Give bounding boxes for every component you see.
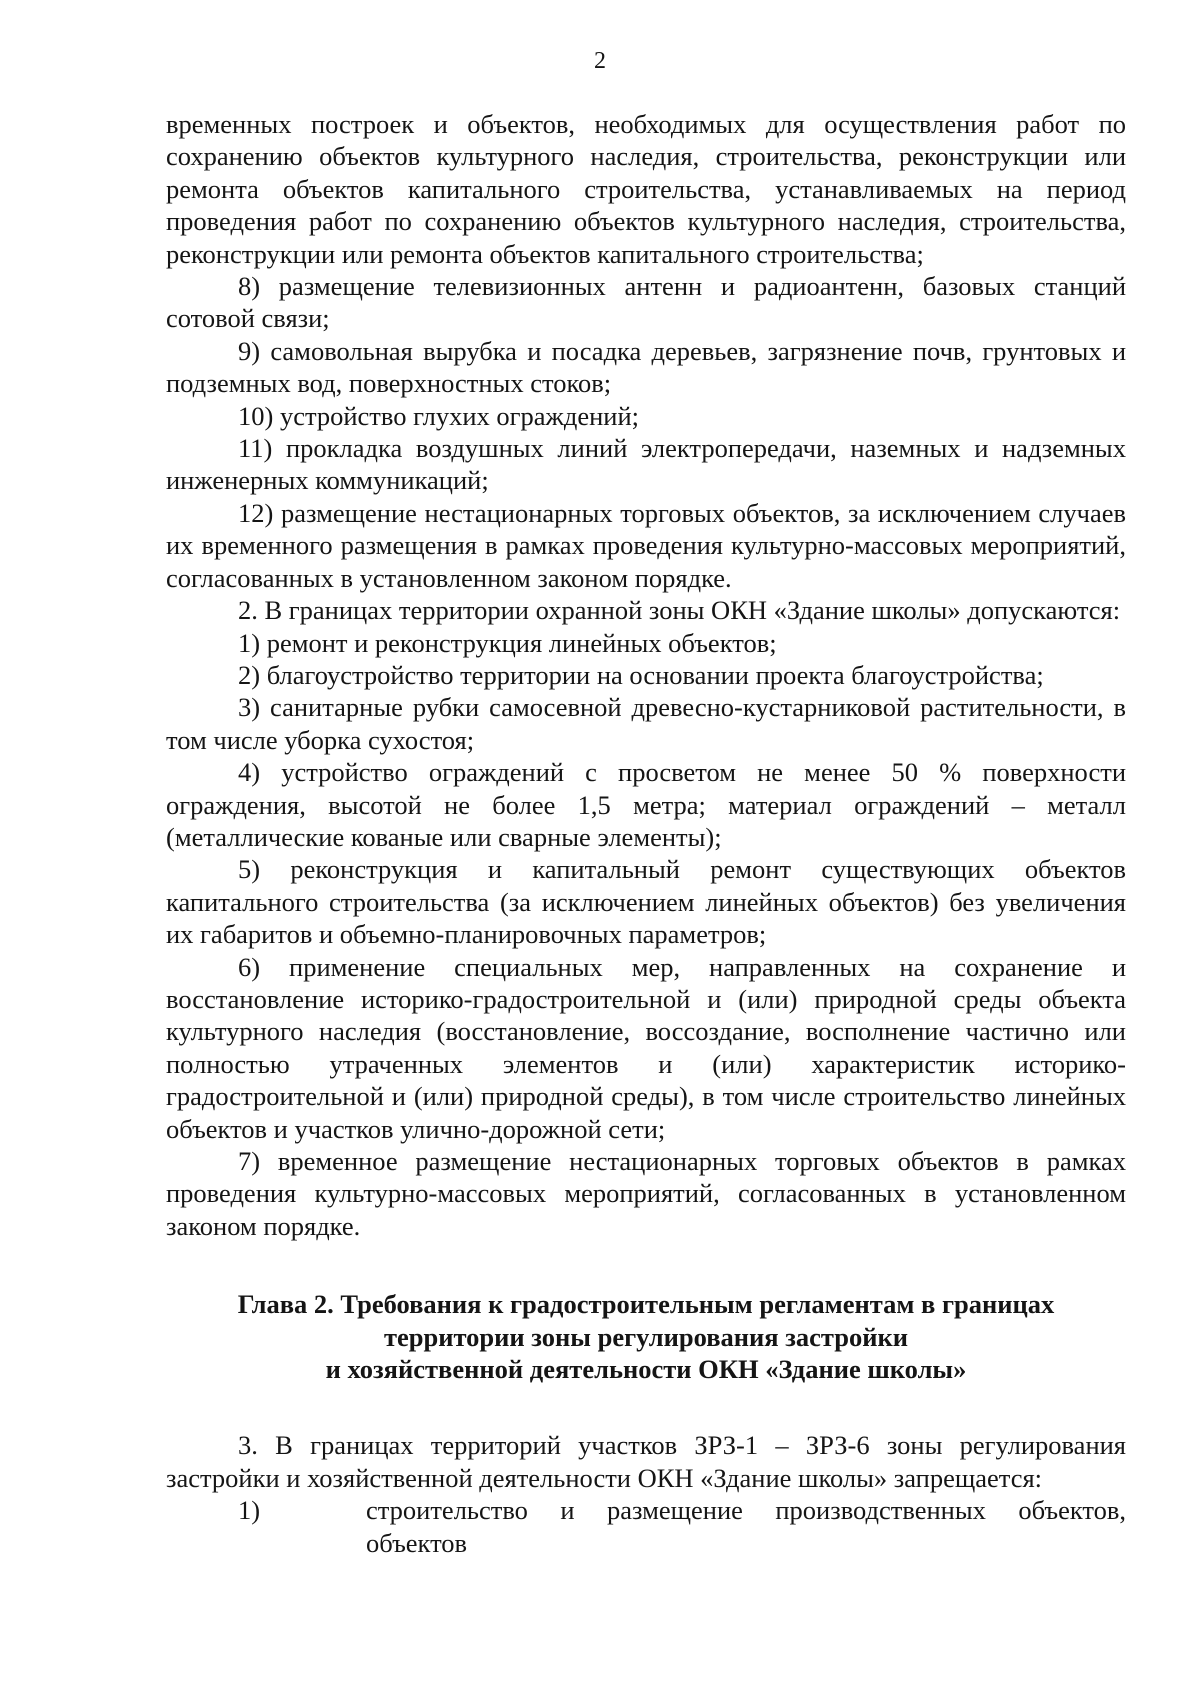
clause-2-item-3: 3) санитарные рубки самосевной древесно-кустарниковой растительности, в том числе уборка сухостоя; [166, 692, 1126, 755]
list-item-8: 8) размещение телевизионных антенн и радиоантенн, базовых станций сотовой связи; [166, 271, 1126, 334]
clause-2-item-1: 1) ремонт и реконструкция линейных объектов; [238, 627, 777, 658]
clause-3-item-1-text: строительство и размещение производственных объектов, объектов [366, 1495, 1126, 1558]
clause-3-item-1-number: 1) [238, 1495, 261, 1526]
chapter-heading-line-3: и хозяйственной деятельности ОКН «Здание школы» [325, 1354, 967, 1385]
clause-3-item-1 [166, 1494, 1126, 1559]
paragraph-continuation: временных построек и объектов, необходимых для осуществления работ по сохранению объектов культурного наследия, строительства, реконструкции или ремонта объектов капитального строительства, устанавливаемых на период проведения работ по сохранению объектов культурного наследия, строительства, реконструкции или ремонта объектов капитального строительства; [166, 109, 1126, 269]
page-number: 2 [594, 48, 606, 74]
clause-2-item-4: 4) устройство ограждений с просветом не менее 50 % поверхности ограждения, высотой не более 1,5 метра; материал ограждений – металл (металлические кованые или сварные элементы); [166, 757, 1126, 852]
chapter-heading-line-1: Глава 2. Требования к градостроительным регламентам в границах [237, 1289, 1055, 1320]
list-item-11: 11) прокладка воздушных линий электропередачи, наземных и надземных инженерных коммуникаций; [166, 433, 1126, 496]
chapter-heading [166, 1288, 1126, 1385]
clause-2-item-7: 7) временное размещение нестационарных торговых объектов в рамках проведения культурно-массовых мероприятий, согласованных в установленном законом порядке. [166, 1146, 1126, 1241]
document-body [166, 108, 1126, 1559]
clause-2-item-5: 5) реконструкция и капитальный ремонт существующих объектов капитального строительства (за исключением линейных объектов) без увеличения их габаритов и объемно-планировочных параметров; [166, 854, 1126, 950]
clause-2-item-6: 6) применение специальных мер, направленных на сохранение и восстановление историко-градостроительной и (или) природной среды объекта культурного наследия (восстановление, воссоздание, восполнение частично или полностью утраченных элементов и (или) характеристик историко-градостроительной и (или) природной среды), в том числе строительство линейных объектов и участков улично-дорожной сети; [166, 951, 1126, 1144]
chapter-heading-line-2: территории зоны регулирования застройки [383, 1321, 909, 1352]
list-item-12: 12) размещение нестационарных торговых объектов, за исключением случаев их временного размещения в рамках проведения культурно-массовых мероприятий, согласованных в установленном законом порядке. [166, 497, 1126, 593]
list-item-9: 9) самовольная вырубка и посадка деревьев, загрязнение почв, грунтовых и подземных вод, поверхностных стоков; [166, 335, 1126, 399]
list-item-10: 10) устройство глухих ограждений; [238, 400, 639, 431]
clause-3: 3. В границах территорий участков ЗРЗ-1 – ЗРЗ-6 зоны регулирования застройки и хозяйственной деятельности ОКН «Здание школы» запрещается: [166, 1430, 1126, 1493]
clause-2: 2. В границах территории охранной зоны ОКН «Здание школы» допускаются: [238, 595, 1121, 626]
clause-2-item-2: 2) благоустройство территории на основании проекта благоустройства; [238, 659, 1044, 690]
